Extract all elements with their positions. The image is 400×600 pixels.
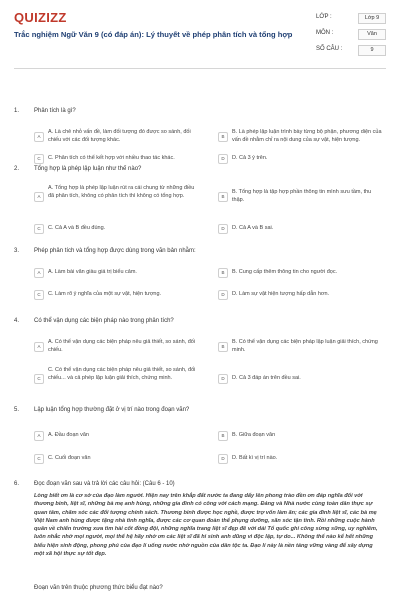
question-number: 1. <box>14 108 20 114</box>
question-text: Lập luận tổng hợp thường đặt ở vị trí nào trong đoạn văn? <box>34 407 190 413</box>
option-text: B. Tổng hợp là tập hợp phần thông tin mình sưu tầm, thu thập. <box>232 189 372 203</box>
reading-passage: Lòng biết ơn là cơ sở của đạo làm người. Hiện nay trên khắp đất nước ta đang dấy lên phong trào đền ơn đáp nghĩa đối với thương binh, liệt sĩ, những bà mẹ anh hùng, những gia đình có công với cách mạng. Đảng và Nhà nước cùng toàn dân thực sự quan tâm, chăm sóc các đối tượng chính sách. Thương binh được học nghề, được trợ vốn làm ăn; các gia đình liệt sĩ, các bà mẹ Việt Nam anh hùng được tặng nhà tình nghĩa, được các cơ quan đoàn thể phụng dưỡng, săn sóc tận tình. Rồi những cuộc hành quân về chiến trường xưa tìm hài cốt đồng đội, những nghĩa trang liệt sĩ đẹp đẽ với dải Tổ quốc ghi công sừng sững, uy nghiêm, luôn nhắc nhở mọi người, mọi thế hệ hãy nhớ ơn các liệt sĩ đã hi sinh anh dũng vì độc lập, tự do... Không thể nào kể hết những biểu hiện sinh động, phong phú của đạo lí uống nước nhớ nguồn của dân tộc ta. Đạo lí này là nền tảng vững vàng để xây dựng một xã hội thực sự tốt đẹp. <box>34 493 378 558</box>
option-text: B. Có thể vận dụng các biện pháp lập luận giải thích, chứng minh. <box>232 339 378 353</box>
question-text: Phân tích là gì? <box>34 108 76 114</box>
option-letter-a: A <box>34 268 44 278</box>
option-text: A. Có thể vận dụng các biện pháp nêu giả thiết, so sánh, đối chiếu. <box>48 339 196 353</box>
option-letter-a: A <box>34 431 44 441</box>
question-number: 3. <box>14 248 20 254</box>
option-letter-b: B <box>218 192 228 202</box>
question-text: Tổng hợp là phép lập luận như thế nào? <box>34 166 142 172</box>
option-letter-a: A <box>34 342 44 352</box>
option-text: D. Cả 3 ý trên. <box>232 155 268 161</box>
question-text: Đoạn văn trên thuộc phương thức biểu đạt nào? <box>34 585 163 591</box>
page-title: Trắc nghiệm Ngữ Văn 9 (có đáp án): Lý thuyết về phép phân tích và tổng hợp <box>14 30 293 39</box>
option-letter-b: B <box>218 342 228 352</box>
option-letter-c: C <box>34 454 44 464</box>
option-letter-d: D <box>218 454 228 464</box>
option-text: C. Phân tích có thể kết hợp với nhiều thao tác khác. <box>48 155 175 161</box>
option-text: A. Là chẻ nhỏ vấn đề, làm đối tượng đó được so sánh, đối chiếu với các đối tượng khác. <box>48 129 191 143</box>
option-letter-d: D <box>218 290 228 300</box>
quizizz-logo: QUIZIZZ <box>14 10 67 25</box>
option-text: B. Giữa đoạn văn <box>232 432 276 438</box>
class-field[interactable]: Lớp 9 <box>358 13 386 24</box>
option-letter-b: B <box>218 132 228 142</box>
option-letter-d: D <box>218 374 228 384</box>
option-text: C. Có thể vận dụng các biện pháp nêu giả thiết, so sánh, đối chiếu... và cả phép lập luận giải thích, chứng minh. <box>48 367 196 381</box>
subject-label: MÔN : <box>316 30 334 36</box>
option-letter-c: C <box>34 374 44 384</box>
option-text: D. Làm sự vật hiện tượng hấp dẫn hơn. <box>232 291 330 297</box>
question-number: 5. <box>14 407 20 413</box>
option-text: B. Là phép lập luận trình bày từng bộ phận, phương diện của vấn đề nhằm chỉ ra nội dung của sự vật, hiện tượng. <box>232 129 382 143</box>
subject-field[interactable]: Văn <box>358 29 386 40</box>
question-number: 4. <box>14 318 20 324</box>
option-text: C. Cả A và B đều đúng. <box>48 225 106 231</box>
option-letter-b: B <box>218 268 228 278</box>
option-text: C. Cuối đoạn văn <box>48 455 91 461</box>
option-text: A. Đầu đoạn văn <box>48 432 89 438</box>
option-letter-c: C <box>34 224 44 234</box>
worksheet-header <box>0 0 400 62</box>
question-number: 6. <box>14 481 20 487</box>
passage-instruction: Đọc đoạn văn sau và trả lời các câu hỏi: (Câu 6 - 10) <box>34 481 175 487</box>
option-text: B. Cung cấp thêm thông tin cho người đọc. <box>232 269 338 275</box>
option-text: A. Làm bài văn giàu giá trị biểu cảm. <box>48 269 137 275</box>
option-text: D. Cả 3 đáp án trên đều sai. <box>232 375 301 381</box>
option-letter-c: C <box>34 290 44 300</box>
option-letter-b: B <box>218 431 228 441</box>
option-text: D. Cả A và B sai. <box>232 225 274 231</box>
question-text: Phép phân tích và tổng hợp được dùng trong văn bản nhằm: <box>34 248 196 254</box>
option-letter-c: C <box>34 154 44 164</box>
option-letter-a: A <box>34 192 44 202</box>
question-count-field[interactable]: 9 <box>358 45 386 56</box>
option-letter-a: A <box>34 132 44 142</box>
option-text: D. Bất kì vị trí nào. <box>232 455 278 461</box>
question-text: Có thể vận dụng các biện pháp nào trong phân tích? <box>34 318 174 324</box>
option-text: A. Tổng hợp là phép lập luận rút ra cái chung từ những điều đã phân tích, không có phân tích thì không có tổng hợp. <box>48 185 195 199</box>
header-divider <box>14 68 386 69</box>
question-number: 2. <box>14 166 20 172</box>
option-text: C. Làm rõ ý nghĩa của một sự vật, hiện tượng. <box>48 291 162 297</box>
question-count-label: SỐ CÂU : <box>316 46 343 52</box>
option-letter-d: D <box>218 224 228 234</box>
option-letter-d: D <box>218 154 228 164</box>
class-label: LỚP : <box>316 14 332 20</box>
